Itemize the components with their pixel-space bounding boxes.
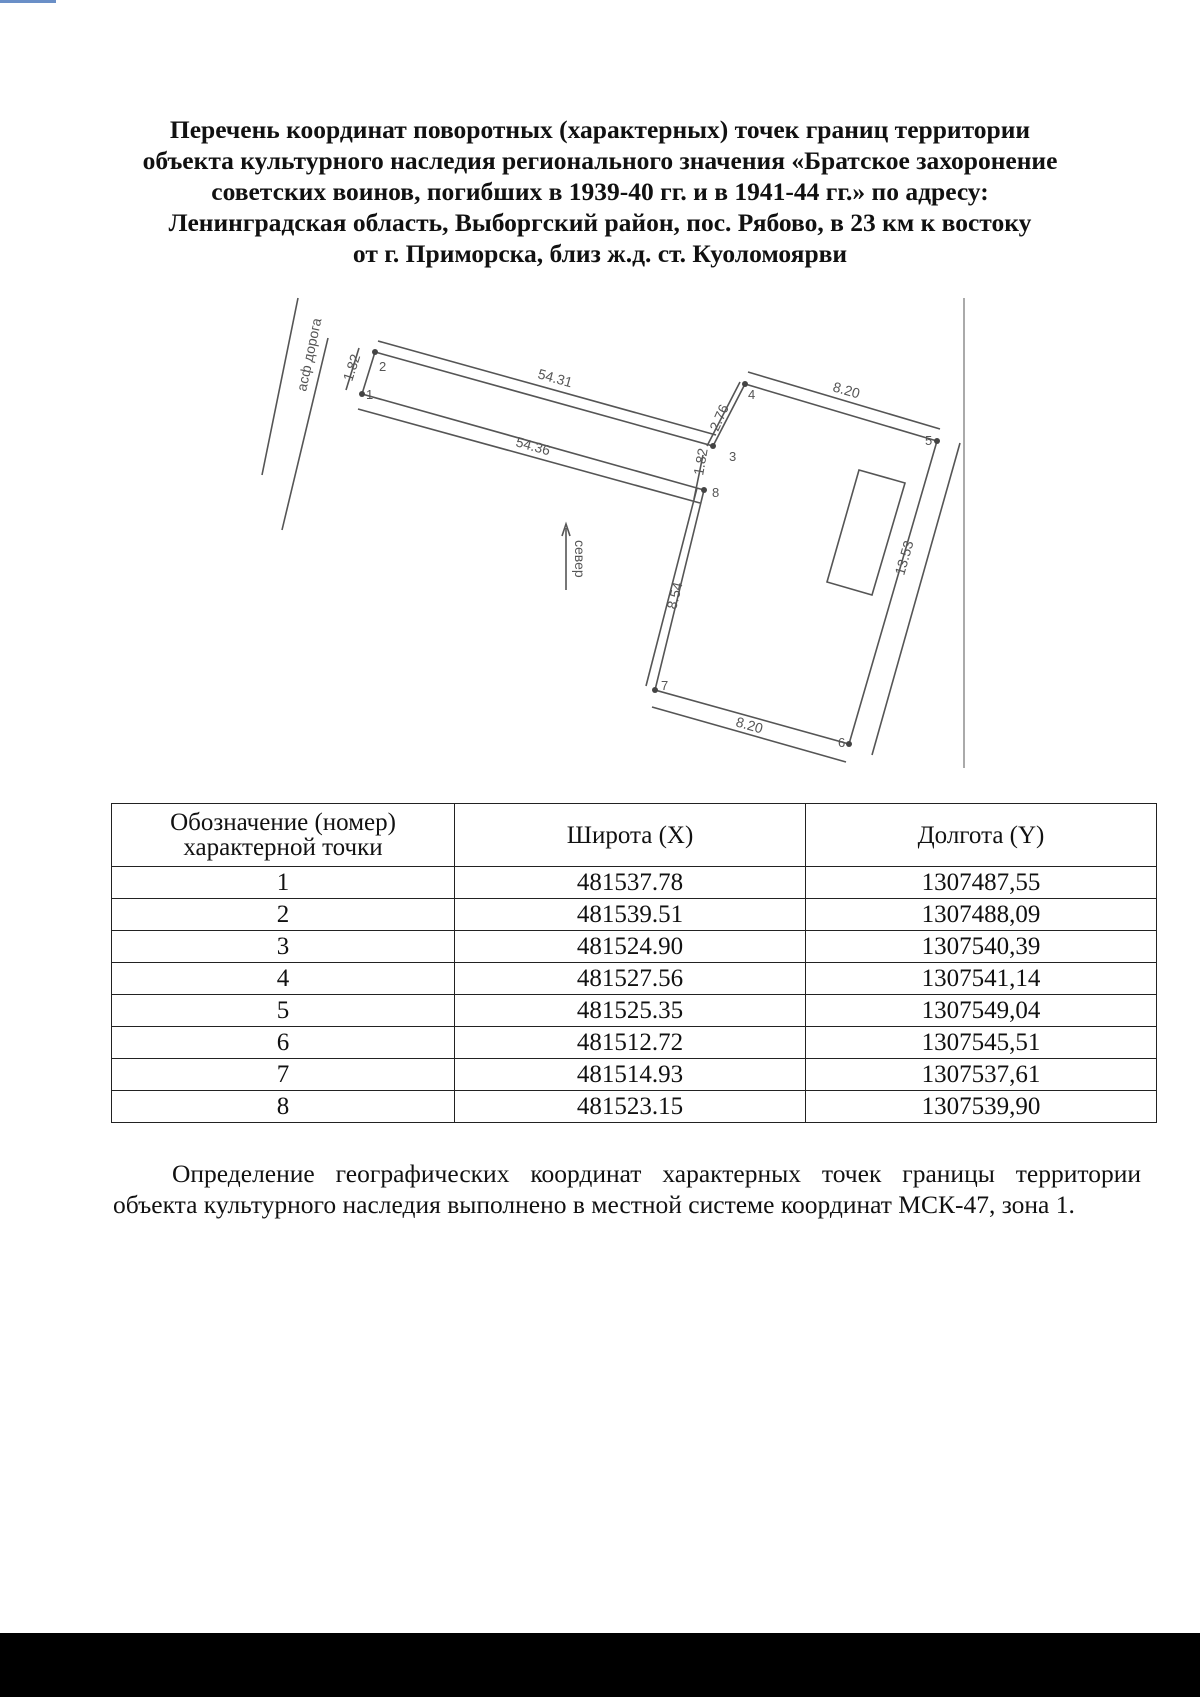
- cell-longitude: 1307540,39: [806, 931, 1157, 963]
- header-point: [112, 804, 455, 867]
- cell-latitude: 481524.90: [455, 931, 806, 963]
- title-line-2: объекта культурного наследия регионального значения «Братское захоронение: [142, 146, 1058, 175]
- point-label-7: 7: [661, 678, 669, 693]
- dim-label-3-4: 2.76: [706, 401, 732, 434]
- cell-latitude: 481537.78: [455, 867, 806, 899]
- table-row: [112, 1091, 1157, 1123]
- point-marker-7: [652, 687, 658, 693]
- dim-line-2-3: [378, 341, 716, 435]
- boundary-polygon: [362, 352, 937, 744]
- header-longitude: Долгота (Y): [806, 804, 1157, 867]
- cell-point: 7: [112, 1059, 455, 1091]
- coordinates-table: [111, 803, 1157, 1123]
- point-label-1: 1: [366, 387, 374, 402]
- header-point-line2: характерной точки: [183, 834, 383, 861]
- dim-label-1-2: 1.82: [339, 352, 364, 383]
- dim-label-3-8: 1.82: [690, 446, 711, 477]
- cell-longitude: 1307537,61: [806, 1059, 1157, 1091]
- cell-longitude: 1307488,09: [806, 899, 1157, 931]
- cell-latitude: 481527.56: [455, 963, 806, 995]
- point-label-2: 2: [379, 359, 387, 374]
- point-marker-8: [701, 487, 707, 493]
- road-line: [262, 298, 298, 475]
- dim-label-7-8: 8.54: [663, 580, 686, 611]
- cell-longitude: 1307549,04: [806, 995, 1157, 1027]
- title-line-1: Перечень координат поворотных (характерных) точек границ территории: [169, 115, 1031, 144]
- point-marker-5: [934, 438, 940, 444]
- table-header-row: [112, 804, 1157, 867]
- point-marker-3: [710, 443, 716, 449]
- table-row: [112, 867, 1157, 899]
- scan-bottom-bar: [0, 1633, 1200, 1697]
- point-marker-6: [846, 741, 852, 747]
- table-row: [112, 1059, 1157, 1091]
- dim-label-1-8: 54.36: [514, 433, 553, 459]
- table-row: [112, 1027, 1157, 1059]
- table-row: [112, 899, 1157, 931]
- cell-longitude: 1307539,90: [806, 1091, 1157, 1123]
- dim-label-5-6: 13.53: [891, 538, 917, 577]
- north-label: север: [572, 540, 588, 578]
- cell-longitude: 1307487,55: [806, 867, 1157, 899]
- point-marker-2: [372, 349, 378, 355]
- point-label-3: 3: [729, 449, 737, 464]
- cell-longitude: 1307541,14: [806, 963, 1157, 995]
- monument-rectangle: [827, 470, 905, 595]
- road-label: асф дорога: [293, 316, 325, 393]
- title-line-3: советских воинов, погибших в 1939-40 гг. и в 1941-44 гг.» по адресу:: [211, 177, 989, 206]
- point-marker-1: [359, 391, 365, 397]
- title-line-4: Ленинградская область, Выборгский район, пос. Рябово, в 23 км к востоку: [168, 208, 1032, 237]
- dim-line-1-8: [358, 409, 700, 503]
- cell-latitude: 481525.35: [455, 995, 806, 1027]
- table-row: [112, 995, 1157, 1027]
- cell-point: 2: [112, 899, 455, 931]
- point-label-6: 6: [838, 735, 846, 750]
- cell-longitude: 1307545,51: [806, 1027, 1157, 1059]
- cell-point: 1: [112, 867, 455, 899]
- cell-point: 4: [112, 963, 455, 995]
- cell-latitude: 481539.51: [455, 899, 806, 931]
- dim-line-5-6: [872, 443, 960, 755]
- table-row: [112, 931, 1157, 963]
- point-label-5: 5: [925, 433, 933, 448]
- dim-label-6-7: 8.20: [734, 713, 765, 737]
- method-paragraph: Определение географических координат характерных точек границы территории объекта культурного наследия выполнено в местной системе координат МСК-47, зона 1.: [113, 1159, 1141, 1219]
- point-label-4: 4: [748, 387, 756, 402]
- title-line-5: от г. Приморска, близ ж.д. ст. Куоломоярви: [352, 239, 848, 268]
- cell-point: 6: [112, 1027, 455, 1059]
- table-row: [112, 963, 1157, 995]
- header-latitude: Широта (X): [455, 804, 806, 867]
- cell-point: 8: [112, 1091, 455, 1123]
- header-point-line1: Обозначение (номер): [170, 809, 396, 836]
- cell-latitude: 481523.15: [455, 1091, 806, 1123]
- dim-label-2-3: 54.31: [536, 365, 575, 391]
- cell-point: 3: [112, 931, 455, 963]
- cell-latitude: 481514.93: [455, 1059, 806, 1091]
- point-label-8: 8: [712, 485, 720, 500]
- boundary-diagram: [0, 0, 1200, 780]
- cell-latitude: 481512.72: [455, 1027, 806, 1059]
- cell-point: 5: [112, 995, 455, 1027]
- dim-label-4-5: 8.20: [831, 378, 862, 402]
